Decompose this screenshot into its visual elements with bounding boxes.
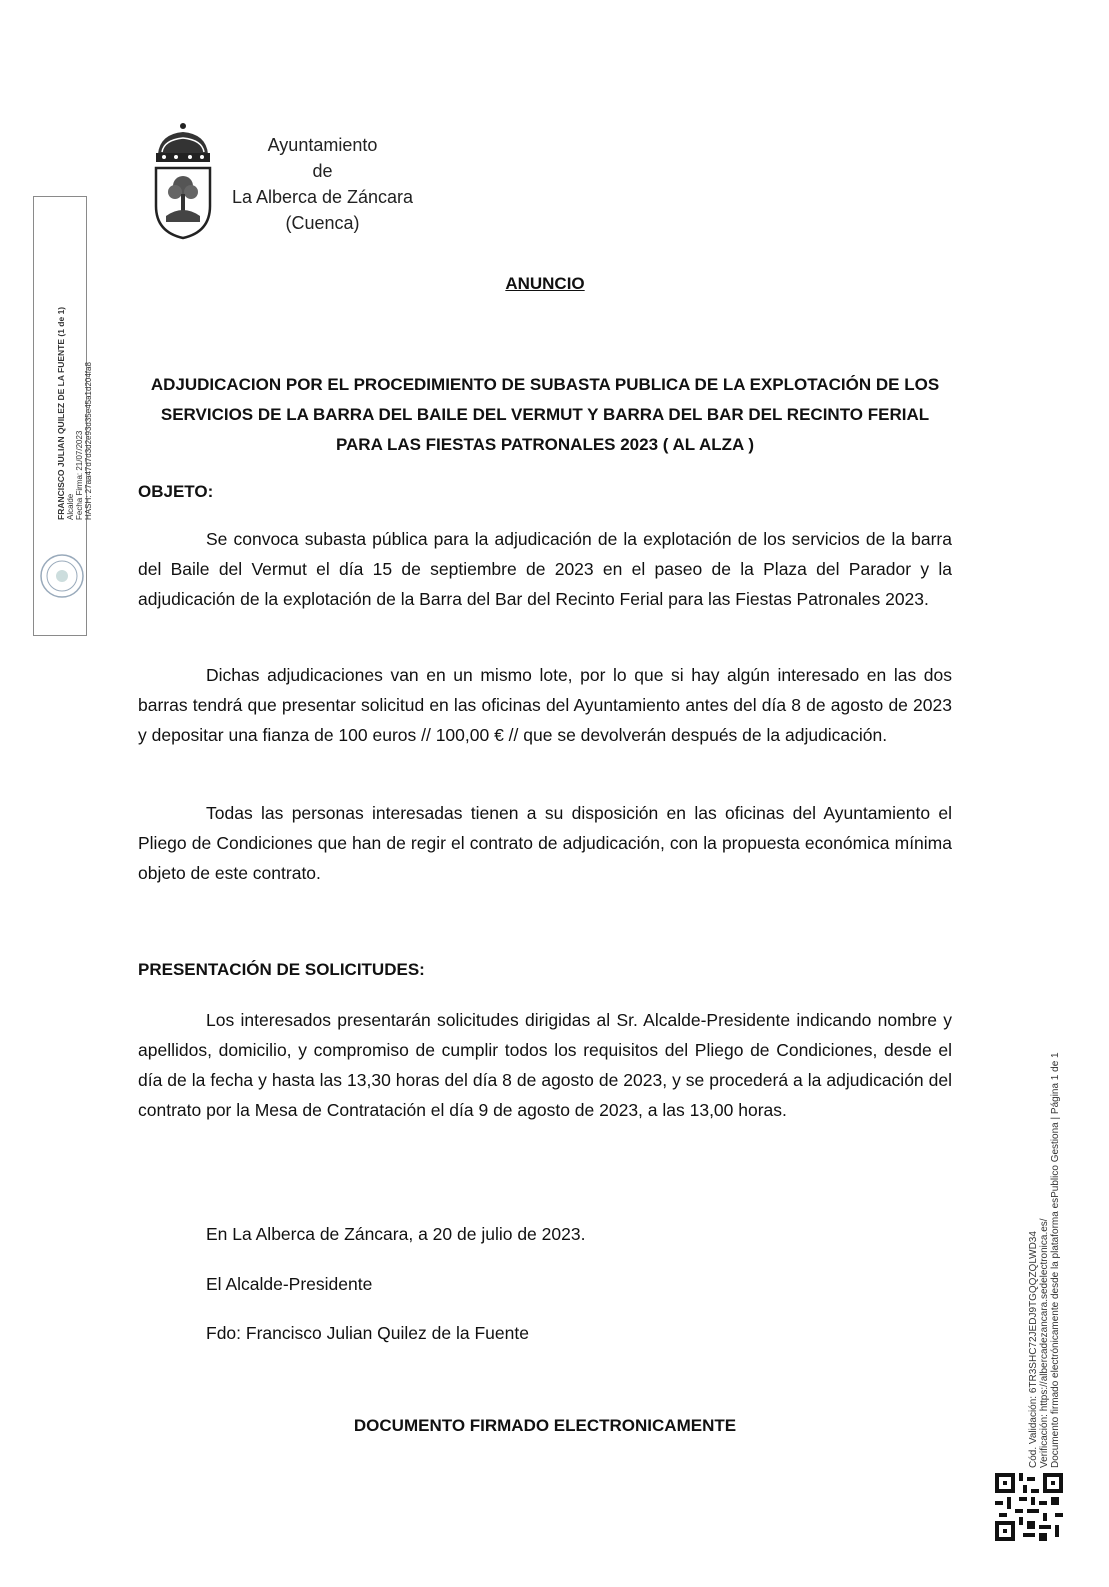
signer-name-line: Fdo: Francisco Julian Quilez de la Fuente [206,1323,529,1343]
place-date: En La Alberca de Záncara, a 20 de julio de 2023. [206,1224,586,1244]
qr-code-icon [995,1473,1063,1541]
council-name [220,132,425,236]
verification-url: Verificación: https://albercadezancara.sedelectronica.es/ [1039,1218,1050,1468]
signature-details [56,280,93,520]
title-line-1: ADJUDICACION POR EL PROCEDIMIENTO DE SUBASTA PUBLICA DE LA EXPLOTACIÓN DE LOS [150,375,940,394]
title-line-3: PARA LAS FIESTAS PATRONALES 2023 ( AL ALZA ) [335,435,755,454]
paragraph-4: Los interesados presentarán solicitudes dirigidas al Sr. Alcalde-Presidente indicando nombre y apellidos, domicilio, y compromiso de cumplir todos los requisitos del Pliego de Condiciones, desde el día de la fecha y hasta las 13,30 horas del día 8 de agosto de 2023, y se procederá a la adjudicación del contrato por la Mesa de Contratación el día 9 de agosto de 2023, a las 13,00 horas. [138,1010,952,1120]
signature-hash: HASH: 27aa47d7d3d2e93d35e45a1d204fa8 [84,362,93,520]
signer-role-line: El Alcalde-Presidente [206,1274,373,1294]
seal-icon [39,553,85,599]
council-line-1: Ayuntamiento [267,135,378,155]
verification-note: Documento firmado electrónicamente desde la plataforma esPublico Gestiona | Página 1 de 1 [1050,1052,1061,1468]
signer-name: FRANCISCO JULIAN QUILEZ DE LA FUENTE (1 de 1) [56,306,66,520]
signature-date: Fecha Firma: 21/07/2023 [75,430,84,520]
electronic-signature-footer: DOCUMENTO FIRMADO ELECTRONICAMENTE [353,1416,737,1435]
section-objeto-heading: OBJETO: [138,482,214,501]
document-title [138,370,952,460]
council-line-4: (Cuenca) [285,213,360,233]
signer-role: Alcalde [66,493,75,520]
coat-of-arms-logo [150,120,216,242]
validation-code: Cód. Validación: 6TR3SHC72JEDJ9TGQQZQLWD34 [1028,1231,1039,1468]
council-line-3: La Alberca de Záncara [231,187,414,207]
title-line-2: SERVICIOS DE LA BARRA DEL BAILE DEL VERMUT Y BARRA DEL BAR DEL RECINTO FERIAL [160,405,930,424]
paragraph-3: Todas las personas interesadas tienen a su disposición en las oficinas del Ayuntamiento el Pliego de Condiciones que han de regir el contrato de adjudicación, con la propuesta económica mínima objeto de este contrato. [138,803,952,883]
verification-strip [1028,988,1061,1468]
notice-heading: ANUNCIO [505,274,585,293]
paragraph-2: Dichas adjudicaciones van en un mismo lote, por lo que si hay algún interesado en las dos barras tendrá que presentar solicitud en las oficinas del Ayuntamiento antes del día 8 de agosto de 2023 y depositar una fianza de 100 euros // 100,00 € // que se devolverán después de la adjudicación. [138,665,952,745]
council-line-2: de [312,161,333,181]
paragraph-1: Se convoca subasta pública para la adjudicación de la explotación de los servicios de la barra del Baile del Vermut el día 15 de septiembre de 2023 en el paseo de la Plaza del Parador y la adjudicación de la explotación de la Barra del Bar del Recinto Ferial para las Fiestas Patronales 2023. [138,529,952,609]
section-solicitudes-heading: PRESENTACIÓN DE SOLICITUDES: [138,960,425,979]
